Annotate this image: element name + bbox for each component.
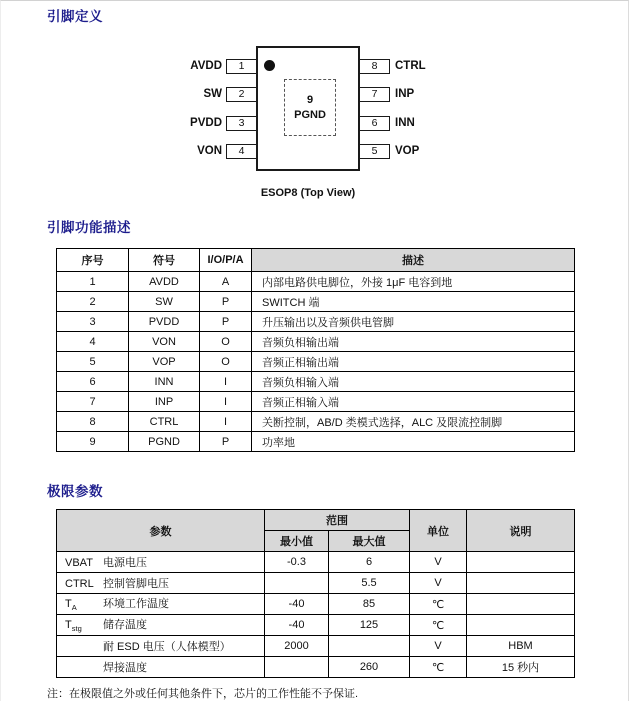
pin-no-cell: 5 [57,352,129,372]
package-caption: ESOP8 (Top View) [260,187,356,199]
pin-table-row [57,312,575,332]
limit-param-name: 电源电压 [103,557,147,569]
pin-desc-cell: 音频正相输出端 [252,352,575,372]
limit-max-cell [329,636,410,657]
limit-max-cell: 5.5 [329,573,410,594]
pin-table-row [57,332,575,352]
limit-param-cell [57,552,265,573]
pin-symbol-cell: SW [129,292,200,312]
pin-io-cell: P [200,292,252,312]
limit-table-row [57,552,575,573]
limit-table-row [57,594,575,615]
limit-param-name: 控制管脚电压 [103,578,169,590]
pin-table-header-io: I/O/P/A [200,249,252,272]
pin-function-table [56,248,575,452]
limit-param-symbol: CTRL [65,578,94,590]
section-title-pin-function: 引脚功能描述 [47,220,131,235]
limit-table-row [57,657,575,678]
pin-label-left: VON [197,145,222,157]
pin-io-cell: O [200,352,252,372]
pin-table-header-no: 序号 [57,249,129,272]
pin-io-cell: I [200,392,252,412]
pin-no-cell: 8 [57,412,129,432]
center-thermal-pad [284,79,336,136]
pin-desc-cell: 音频负相输入端 [252,372,575,392]
pin-box-right: 8 [359,59,390,74]
limit-min-cell [265,657,329,678]
limit-note-cell [467,573,575,594]
pin-label-right: CTRL [395,60,426,72]
limit-header-unit: 单位 [410,510,467,552]
pin-label-right: INN [395,117,415,129]
limit-param-symbol: VBAT [65,557,93,569]
pin-box-left: 4 [226,144,257,159]
pin-box-left: 1 [226,59,257,74]
limit-table-header-row1 [57,510,575,531]
pin-symbol-cell: PGND [129,432,200,452]
pin-no-cell: 3 [57,312,129,332]
pin-desc-cell: SWITCH 端 [252,292,575,312]
limit-unit-cell: ℃ [410,615,467,636]
limit-max-cell: 6 [329,552,410,573]
pin-io-cell: I [200,372,252,392]
pin-no-cell: 2 [57,292,129,312]
pin-no-cell: 9 [57,432,129,452]
pin-no-cell: 7 [57,392,129,412]
pin-box-left: 3 [226,116,257,131]
pin-table-row [57,432,575,452]
limit-param-cell [57,657,265,678]
pin-io-cell: O [200,332,252,352]
pin-io-cell: I [200,412,252,432]
limit-unit-cell: V [410,573,467,594]
pin-label-left: AVDD [190,60,222,72]
limit-param-symbol: $T_A$ [65,598,77,613]
pin-symbol-cell: INP [129,392,200,412]
limit-unit-cell: ℃ [410,657,467,678]
pin-table-row [57,372,575,392]
pin-desc-cell: 音频负相输出端 [252,332,575,352]
limit-param-cell [57,594,265,615]
pin-symbol-cell: INN [129,372,200,392]
pin-label-right: VOP [395,145,420,157]
limit-note-cell: 15 秒内 [467,657,575,678]
limit-table-row [57,636,575,657]
limit-unit-cell: V [410,636,467,657]
pin-symbol-cell: PVDD [129,312,200,332]
limit-min-cell: -40 [265,615,329,636]
limit-header-param: 参数 [57,510,265,552]
pin-box-right: 5 [359,144,390,159]
limit-note-cell [467,615,575,636]
limit-unit-cell: V [410,552,467,573]
pin-io-cell: A [200,272,252,292]
limit-param-cell [57,615,265,636]
limit-header-range: 范围 [265,510,410,531]
limit-param-name: 储存温度 [103,619,147,632]
limit-header-min: 最小值 [265,531,329,552]
pin-no-cell: 4 [57,332,129,352]
footnote: 注：在极限值之外或任何其他条件下，芯片的工作性能不予保证. [47,688,359,700]
pin-table-header-row [57,249,575,272]
section-title-pin-definition: 引脚定义 [47,9,103,24]
limit-min-cell: -0.3 [265,552,329,573]
limit-note-cell [467,594,575,615]
pin-symbol-cell: VOP [129,352,200,372]
pin-symbol-cell: CTRL [129,412,200,432]
limit-max-cell: 125 [329,615,410,636]
limit-max-cell: 260 [329,657,410,678]
limit-param-cell [57,636,265,657]
pin-box-left: 2 [226,87,257,102]
pin-box-right: 6 [359,116,390,131]
pin-io-cell: P [200,312,252,332]
limit-params-table [56,509,575,678]
pin1-marker-dot-icon [264,60,275,71]
pin-symbol-cell: VON [129,332,200,352]
limit-header-note: 说明 [467,510,575,552]
limit-param-symbol: $T_{stg}$ [65,619,82,634]
center-pad-label: PGND [294,108,326,121]
pin-box-right: 7 [359,87,390,102]
limit-note-cell: HBM [467,636,575,657]
limit-min-cell: -40 [265,594,329,615]
limit-param-name: 耐 ESD 电压（人体模型） [103,641,231,653]
pin-desc-cell: 升压输出以及音频供电管脚 [252,312,575,332]
pin-label-left: PVDD [190,117,222,129]
pin-table-row [57,352,575,372]
pin-table-row [57,292,575,312]
pin-symbol-cell: AVDD [129,272,200,292]
limit-table-row [57,573,575,594]
pin-desc-cell: 功率地 [252,432,575,452]
limit-param-name: 焊接温度 [103,662,147,674]
pin-no-cell: 6 [57,372,129,392]
limit-max-cell: 85 [329,594,410,615]
pin-table-header-symbol: 符号 [129,249,200,272]
pin-table-row [57,272,575,292]
section-title-limit-params: 极限参数 [47,484,103,499]
pin-table-row [57,412,575,432]
center-pad-number: 9 [306,94,314,107]
limit-min-cell: 2000 [265,636,329,657]
limit-note-cell [467,552,575,573]
limit-min-cell [265,573,329,594]
limit-param-cell [57,573,265,594]
pin-no-cell: 1 [57,272,129,292]
limit-param-name: 环境工作温度 [103,598,169,611]
pin-io-cell: P [200,432,252,452]
pin-table-row [57,392,575,412]
limit-unit-cell: ℃ [410,594,467,615]
pin-desc-cell: 内部电路供电脚位，外接 1μF 电容到地 [252,272,575,292]
pin-label-right: INP [395,88,415,100]
limit-header-max: 最大值 [329,531,410,552]
limit-table-row [57,615,575,636]
pin-table-header-desc: 描述 [252,249,575,272]
pin-label-left: SW [203,88,222,100]
pin-desc-cell: 音频正相输入端 [252,392,575,412]
pin-desc-cell: 关断控制，AB/D 类模式选择，ALC 及限流控制脚 [252,412,575,432]
